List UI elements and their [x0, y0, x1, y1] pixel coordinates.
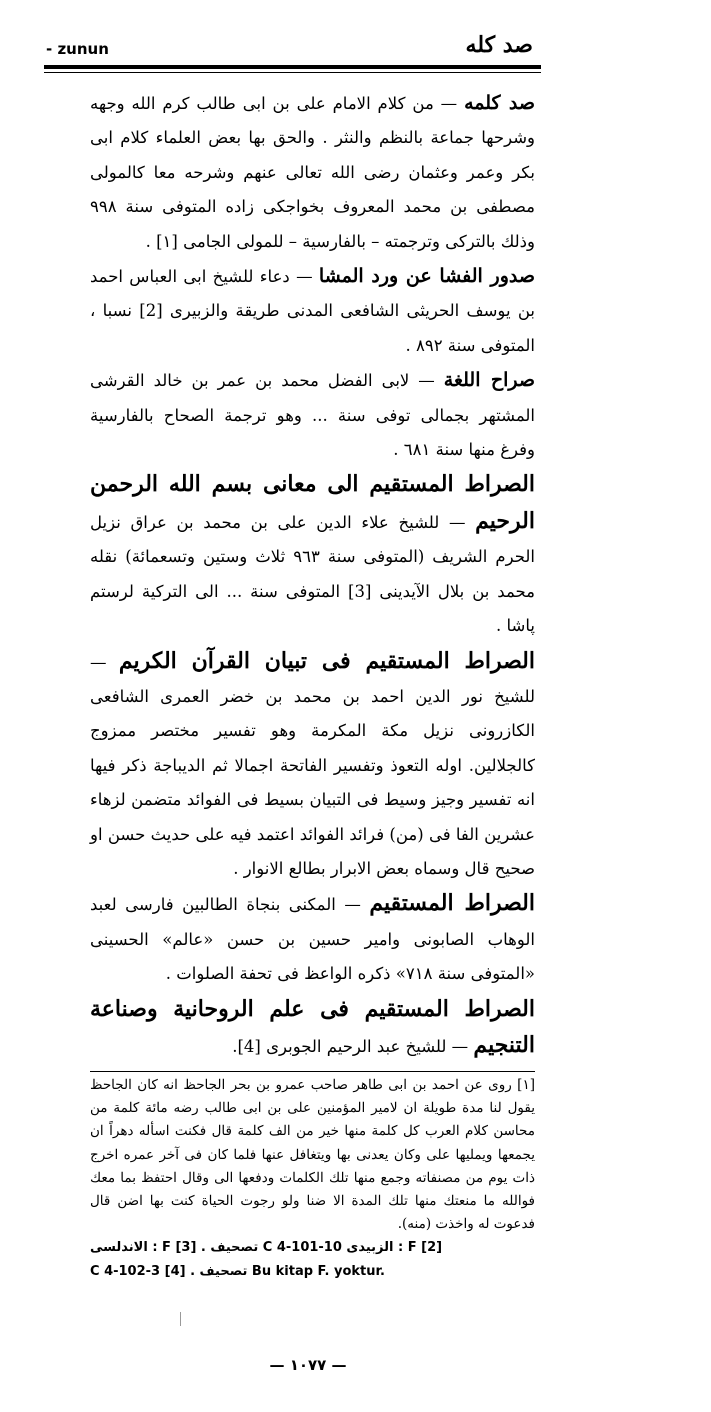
entry-text: — لابى الفضل محمد بن عمر بن خالد القرشى المشتهر بجمالى توفى سنة ... وهو ترجمة الصحاح بالفارسية وفرغ منها سنة ٦٨١ .	[90, 371, 535, 460]
entry-surah-al-lugha	[90, 363, 535, 467]
entry-text: — المكنى بنجاة الطالبين فارسى لعبد الوهاب الصابونى وامير حسين بن حسن «عالم» الحسينى «المتوفى سنة ٧١٨» ذكره الواعظ فى تحفة الصلوات .	[90, 895, 535, 984]
entry-heading: صراح اللغة	[443, 369, 535, 392]
entry-sad-kalima	[90, 86, 535, 259]
margin-mark	[180, 1312, 181, 1326]
entry-sirat-najat	[90, 886, 535, 991]
footnote-line-2: الاندلسى : F [3] . تصحيف C 4-101-10 الزبيدى : F [2]	[90, 1240, 443, 1256]
footnotes	[90, 1074, 535, 1283]
footnote-line-3: C 4-102-3 تصحيف . [4] Bu kitap F. yoktur.	[90, 1263, 385, 1279]
footnote-1: [١] روى عن احمد بن ابى طاهر صاحب عمرو بن بحر الجاحظ انه كان الجاحظ يقول لنا مدة طويلة ان لامير المؤمنين على بن ابى طالب رضه مائة كلمة من محاسن كلام العرب كل كلمة منها خير من الف كلمة قال فكنت اسأله دهراً ان يجمعها ويمليها على وكان يعدنى بها ويتغافل عنها فلما كان فى آخر عمره اخرج ذات يوم من مصنفاته وجمع منها تلك الكلمات ودفعها الى وقال احتفظ بما معك فوالله ما منعتك منها تلك المدة الا ضنا ولو رجوت الحياة كنت بها اضن قال فدعوت له واخذت (منه).	[90, 1077, 535, 1233]
header-rule-thick	[44, 65, 541, 69]
entry-sirat-tibyan	[90, 644, 535, 887]
entry-heading: صدور الفشا عن ورد المشا	[318, 265, 535, 288]
entry-heading: الصراط المستقيم فى علم الروحانية وصناعة التنجيم	[90, 995, 535, 1058]
main-text	[90, 86, 535, 1064]
entry-sudur-al-fasha	[90, 259, 535, 363]
entry-text: — من كلام الامام على بن ابى طالب كرم الله وجهه وشرحها جماعة بالنظم والنثر . والحق بها بعض العلماء كلام ابى بكر وعمر وعثمان رضى الله تعالى عنهم وشرحه معا كالمولى مصطفى بن محمد المعروف بخواجكى زاده المتوفى سنة ٩٩٨ وذلك بالتركى وترجمته – بالفارسية – للمولى الجامى [١] .	[90, 94, 535, 251]
entry-sirat-basmala	[90, 467, 535, 643]
entry-heading: صد كلمه	[464, 92, 535, 114]
entry-text: — للشيخ نور الدين احمد بن محمد بن خضر العمرى الشافعى الكازرونى نزيل مكة المكرمة وهو تفسير مختصر ممزوج كالجلالين. اوله التعوذ وتفسير الفاتحة اجمالا ثم الديباجة ذكر فيها انه تفسير وجيز وسيط فى التبيان بسيط فى الفوائد متضمن لزهاء عشرين الفا فى (من) فرائد الفوائد اعتمد فيه على حديث حسن او صحيح قال وسماه بعض الابرار بطالع الانوار .	[90, 652, 535, 878]
entry-heading: الصراط المستقيم	[369, 890, 535, 917]
running-header-left: - zunun	[46, 40, 109, 58]
entry-text: — دعاء للشيخ ابى العباس احمد بن يوسف الحريثى الشافعى المدنى طريقة والزبيرى [2] نسبا ، المتوفى سنة ٨٩٢ .	[90, 267, 535, 355]
running-header-right: صد كله	[465, 32, 533, 58]
entry-heading: الصراط المستقيم الى معانى بسم الله الرحمن الرحيم	[90, 471, 535, 534]
entry-heading: الصراط المستقيم فى تبيان القرآن الكريم	[118, 647, 536, 674]
entry-sirat-ruhaniya	[90, 992, 535, 1065]
page-number: — ١٠٧٧ —	[269, 1356, 347, 1374]
entry-text: — للشيخ علاء الدين على بن محمد بن عراق نزيل الحرم الشريف (المتوفى سنة ٩٦٣ ثلاث وستين وتسعمائة) نقله محمد بن بلال الآيدينى [3] المتوفى سنة ... الى التركية لرستم پاشا .	[90, 512, 535, 636]
entry-text: — للشيخ عبد الرحيم الجوبرى [4].	[232, 1036, 474, 1056]
footnote-rule	[90, 1071, 535, 1072]
header-rule-thin	[44, 72, 541, 73]
